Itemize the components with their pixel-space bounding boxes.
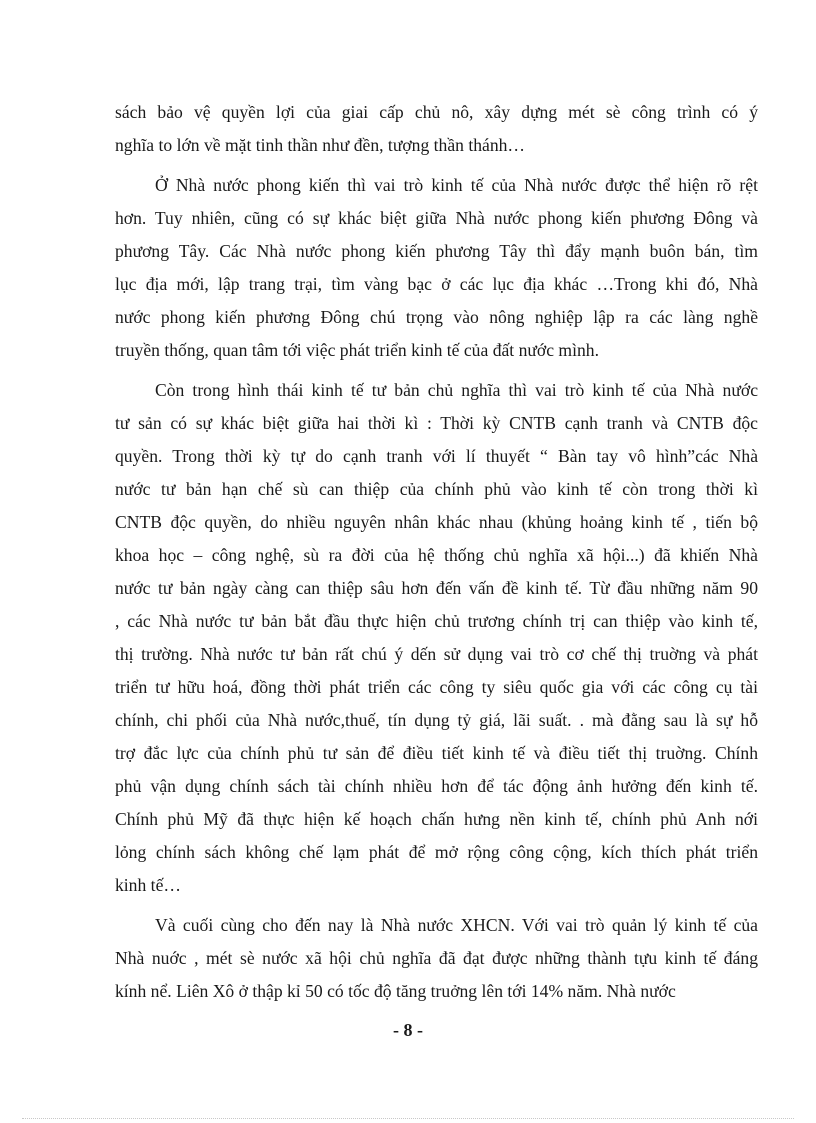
text-line: nghĩa to lớn về mặt tinh thần như đền, tượng thần thánh… xyxy=(115,135,526,155)
text-line: sách bảo vệ quyền lợi của giai cấp chủ nô, xây dựng mét sè công trình có ý xyxy=(115,102,758,122)
text-line: quyền. Trong thời kỳ tự do cạnh tranh với lí thuyết “ Bàn tay vô hình”các Nhà xyxy=(115,446,758,466)
paragraph xyxy=(115,909,758,1008)
text-line: kinh tế… xyxy=(115,875,181,895)
text-line: CNTB độc quyền, do nhiều nguyên nhân khác nhau (khủng hoảng kinh tế , tiến bộ xyxy=(115,512,758,532)
text-line: Chính phủ Mỹ đã thực hiện kế hoạch chấn hưng nền kinh tế, chính phủ Anh nới xyxy=(115,809,758,829)
text-line: khoa học – công nghệ, sù ra đời của hệ thống chủ nghĩa xã hội...) đã khiến Nhà xyxy=(115,545,758,565)
text-line: nước tư bản ngày càng can thiệp sâu hơn đến vấn đề kinh tế. Từ đầu những năm 90 xyxy=(115,578,758,598)
page-bottom-divider xyxy=(22,1118,794,1119)
text-line: lỏng chính sách không chế lạm phát để mở rộng công cộng, kích thích phát triển xyxy=(115,842,758,862)
paragraph xyxy=(115,374,758,902)
paragraph xyxy=(115,169,758,367)
text-line: truyền thống, quan tâm tới việc phát triển kinh tế của đất nước mình. xyxy=(115,340,599,360)
page-number: - 8 - xyxy=(393,1020,423,1040)
paragraph xyxy=(115,96,758,162)
text-line: , các Nhà nước tư bản bắt đầu thực hiện chủ trương chính trị can thiệp vào kinh tế, xyxy=(115,611,758,631)
text-line: phương Tây. Các Nhà nước phong kiến phương Tây thì đẩy mạnh buôn bán, tìm xyxy=(115,241,758,261)
text-line: phủ vận dụng chính sách tài chính nhiều hơn để tác động ảnh hưởng đến kinh tế. xyxy=(115,776,758,796)
text-line: Và cuối cùng cho đến nay là Nhà nước XHCN. Với vai trò quản lý kinh tế của xyxy=(155,915,758,935)
text-line: trợ đắc lực của chính phủ tư sản để điều tiết kinh tế và điều tiết thị truờng. Chính xyxy=(115,743,758,763)
text-line: thị trường. Nhà nước tư bản rất chú ý dến sử dụng vai trò cơ chế thị truờng và phát xyxy=(115,644,758,664)
text-line: nước tư bản hạn chế sù can thiệp của chính phủ vào kinh tế còn trong thời kì xyxy=(115,479,758,499)
text-line: nước phong kiến phương Đông chú trọng vào nông nghiệp lập ra các làng nghề xyxy=(115,307,758,327)
text-line: chính, chi phối của Nhà nước,thuế, tín dụng tỷ giá, lãi suất. . mà đằng sau là sự hỗ xyxy=(115,710,758,730)
text-line: lục địa mới, lập trang trại, tìm vàng bạc ở các lục địa khác …Trong khi đó, Nhà xyxy=(115,274,758,294)
text-line: Còn trong hình thái kinh tế tư bản chủ nghĩa thì vai trò kinh tế của Nhà nước xyxy=(155,380,758,400)
text-line: tư sản có sự khác biệt giữa hai thời kì : Thời kỳ CNTB cạnh tranh và CNTB độc xyxy=(115,413,758,433)
text-line: triển tư hữu hoá, đồng thời phát triển các công ty siêu quốc gia với các công cụ tài xyxy=(115,677,758,697)
text-line: hơn. Tuy nhiên, cũng có sự khác biệt giữa Nhà nước phong kiến phương Đông và xyxy=(115,208,758,228)
text-line: Ở Nhà nước phong kiến thì vai trò kinh tế của Nhà nước được thể hiện rõ rệt xyxy=(155,175,758,195)
text-line: Nhà nuớc , mét sè nước xã hội chủ nghĩa đã đạt được những thành tựu kinh tế đáng xyxy=(115,948,758,968)
text-line: kính nể. Liên Xô ở thập kỉ 50 có tốc độ tăng truởng lên tới 14% năm. Nhà nước xyxy=(115,981,676,1001)
body-text xyxy=(115,96,758,1015)
